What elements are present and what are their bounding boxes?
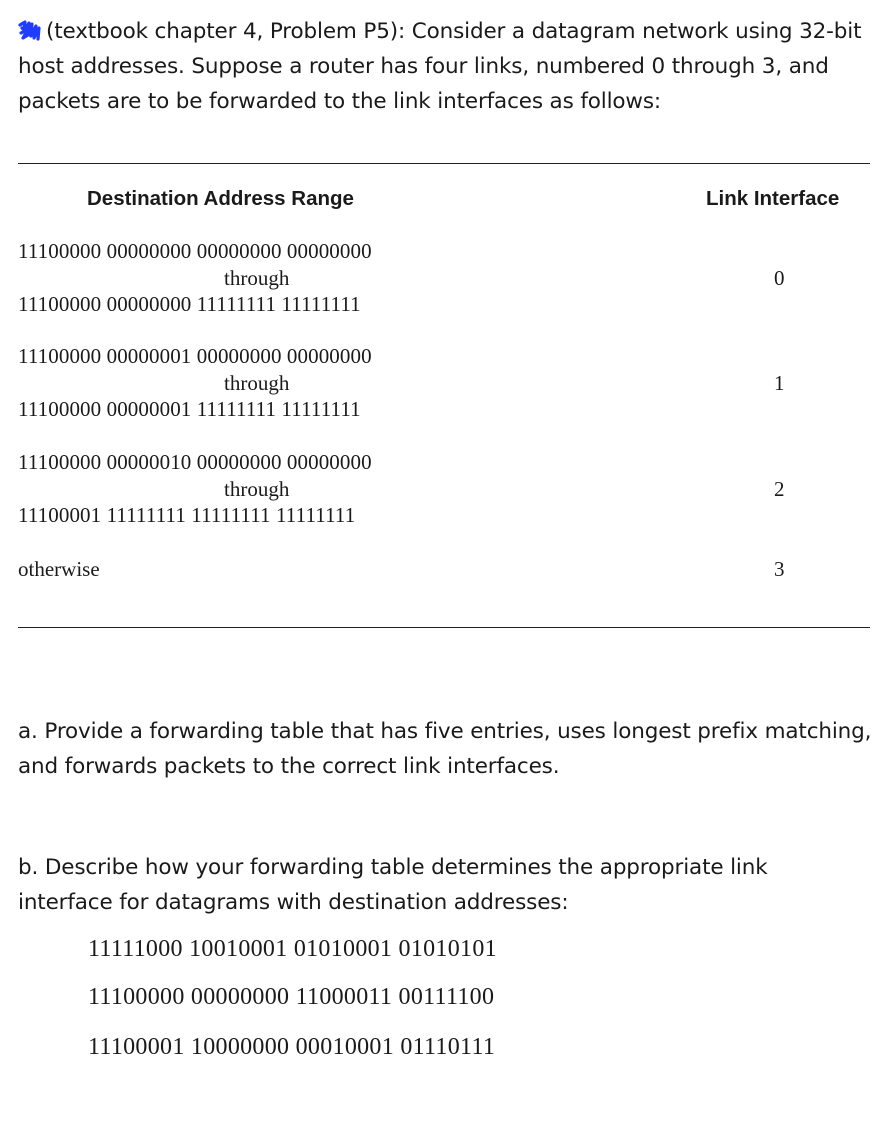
range-end: 11100000 00000000 11111111 11111111 (18, 292, 361, 316)
table-bottom-rule (18, 627, 870, 628)
range-start: 11100000 00000000 00000000 00000000 (18, 239, 372, 263)
query-address: 11100001 10000000 00010001 01110111 (88, 1034, 496, 1060)
range-start: 11100000 00000010 00000000 00000000 (18, 450, 372, 474)
range-through: through (224, 370, 290, 395)
intro-line-3: packets are to be forwarded to the link interfaces as follows: (18, 89, 661, 114)
table-row (18, 343, 878, 423)
range-through: through (224, 265, 290, 290)
link-interface-value: 2 (774, 476, 785, 501)
link-interface-value: 3 (774, 557, 785, 581)
table-top-rule (18, 163, 870, 164)
range-otherwise: otherwise (18, 557, 100, 581)
intro-line-1 (18, 14, 888, 49)
blue-scribble-icon (18, 19, 44, 41)
part-a-line-1: a. Provide a forwarding table that has five entries, uses longest prefix matching, (18, 719, 872, 744)
column-header-link: Link Interface (706, 187, 840, 210)
range-end: 11100001 11111111 11111111 11111111 (18, 503, 356, 527)
intro-line-1-text: (textbook chapter 4, Problem P5): Consider a datagram network using 32-bit (46, 19, 862, 44)
range-end: 11100000 00000001 11111111 11111111 (18, 397, 361, 421)
link-interface-value: 1 (774, 370, 785, 395)
column-header-range: Destination Address Range (87, 187, 354, 210)
question-part-a (18, 714, 892, 784)
part-b-line-2: interface for datagrams with destination addresses: (18, 890, 569, 915)
table-row (18, 238, 878, 318)
query-address: 11111000 10010001 01010001 01010101 (88, 936, 497, 962)
table-row (18, 556, 878, 583)
question-part-b (18, 850, 888, 920)
range-start: 11100000 00000001 00000000 00000000 (18, 344, 372, 368)
range-through: through (224, 476, 290, 501)
part-a-line-2: and forwards packets to the correct link interfaces. (18, 754, 560, 779)
link-interface-value: 0 (774, 265, 785, 290)
query-address: 11100000 00000000 11000011 00111100 (88, 984, 495, 1010)
intro-line-2: host addresses. Suppose a router has four links, numbered 0 through 3, and (18, 54, 829, 79)
problem-intro (18, 14, 888, 119)
table-row (18, 449, 878, 529)
part-b-line-1: b. Describe how your forwarding table determines the appropriate link (18, 855, 768, 880)
